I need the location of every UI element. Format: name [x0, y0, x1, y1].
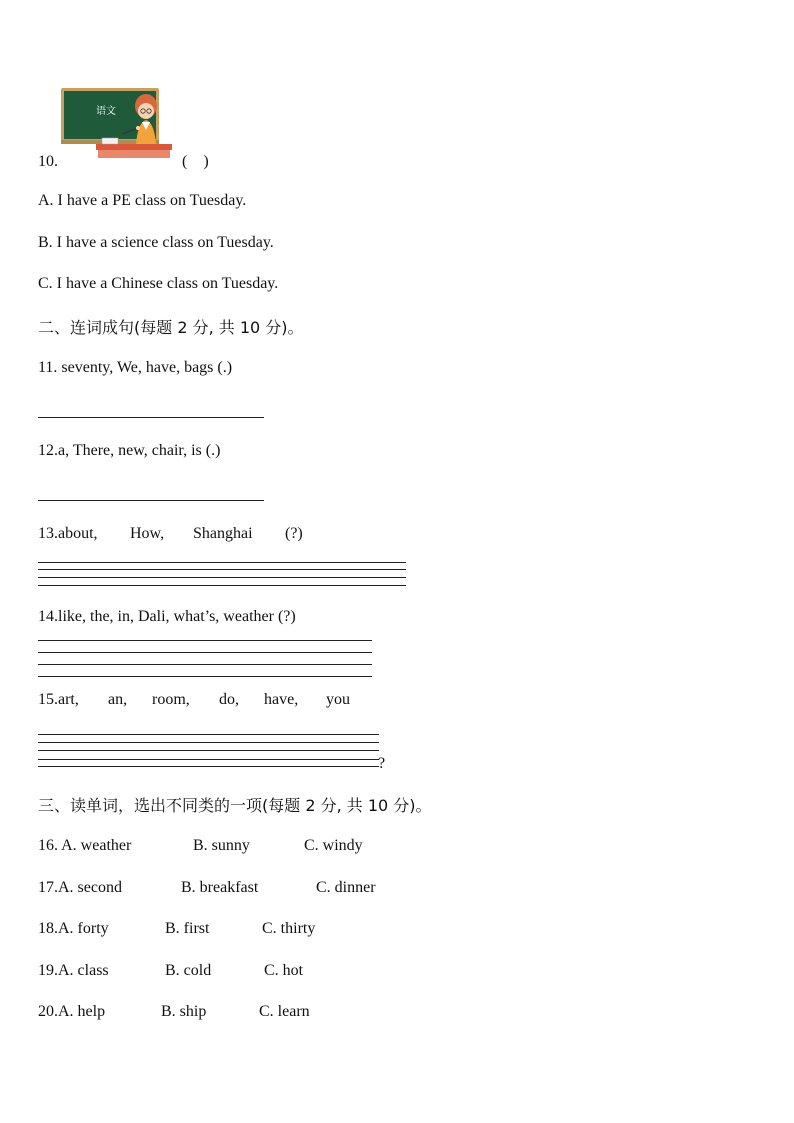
- option-a: A. forty: [58, 920, 109, 937]
- question-20: [38, 1003, 310, 1021]
- option-b: B. ship: [161, 1003, 207, 1020]
- question-15-word: room,: [152, 691, 190, 708]
- answer-line-15: [38, 734, 379, 735]
- question-10-answer-paren: ( ): [182, 153, 209, 170]
- question-13-word: (?): [285, 525, 303, 542]
- question-13-word: How,: [130, 525, 165, 542]
- option-c: C. hot: [264, 962, 304, 979]
- answer-line-14: [38, 652, 372, 653]
- question-number: 19.: [38, 962, 58, 979]
- option-a: A. second: [58, 879, 122, 896]
- option-c: C. thirty: [262, 920, 316, 937]
- teacher-chalkboard-illustration: [58, 86, 176, 162]
- chalkboard-label: 语文: [96, 106, 116, 117]
- question-15-word: art,: [58, 691, 79, 708]
- option-c: C. windy: [304, 837, 363, 854]
- question-15-word: have,: [264, 691, 299, 708]
- option-a: A. class: [58, 962, 109, 979]
- answer-line-15: [38, 766, 379, 767]
- answer-line-14: [38, 676, 372, 677]
- question-14: 14.like, the, in, Dali, what’s, weather (?): [38, 608, 296, 625]
- answer-line-14: [38, 664, 372, 665]
- question-13-word: about,: [58, 525, 98, 542]
- option-a: A. help: [58, 1003, 106, 1020]
- option-a: A. weather: [61, 837, 132, 854]
- question-15-word: you: [326, 691, 350, 708]
- question-13-number: 13.: [38, 525, 58, 542]
- answer-line-15: [38, 750, 379, 751]
- question-10-option-b: B. I have a science class on Tuesday.: [38, 234, 274, 251]
- question-number: 17.: [38, 879, 58, 896]
- question-13-word: Shanghai: [193, 525, 253, 542]
- answer-line-13: [38, 562, 406, 563]
- question-17: [38, 879, 376, 897]
- question-10-option-c: C. I have a Chinese class on Tuesday.: [38, 275, 279, 292]
- question-15-end-mark: ?: [378, 755, 386, 772]
- answer-line-11: [38, 417, 264, 418]
- answer-line-14: [38, 640, 372, 641]
- question-12: 12.a, There, new, chair, is (.): [38, 442, 221, 459]
- section-3-title: 三、读单词，选出不同类的一项(每题 2 分, 共 10 分)。: [38, 796, 432, 815]
- question-11: 11. seventy, We, have, bags (.): [38, 359, 233, 376]
- question-10-number: 10.: [38, 153, 58, 170]
- question-13: [38, 525, 303, 543]
- answer-line-13: [38, 577, 406, 578]
- question-15-word: do,: [219, 691, 239, 708]
- option-b: B. breakfast: [181, 879, 259, 896]
- question-15-number: 15.: [38, 691, 58, 708]
- question-16: [38, 837, 363, 855]
- option-b: B. first: [165, 920, 210, 937]
- answer-line-13: [38, 569, 406, 570]
- option-c: C. dinner: [316, 879, 376, 896]
- option-b: B. cold: [165, 962, 212, 979]
- question-number: 18.: [38, 920, 58, 937]
- option-c: C. learn: [259, 1003, 310, 1020]
- section-2-title: 二、连词成句(每题 2 分, 共 10 分)。: [38, 318, 304, 337]
- question-number: 16.: [38, 837, 58, 854]
- question-19: [38, 962, 304, 980]
- question-18: [38, 920, 316, 938]
- answer-line-15: [38, 759, 379, 760]
- question-number: 20.: [38, 1003, 58, 1020]
- question-15: [38, 691, 350, 709]
- option-b: B. sunny: [193, 837, 250, 854]
- answer-line-15: [38, 742, 379, 743]
- question-10-option-a: A. I have a PE class on Tuesday.: [38, 192, 247, 209]
- question-15-word: an,: [108, 691, 128, 708]
- answer-line-13: [38, 585, 406, 586]
- answer-line-12: [38, 500, 264, 501]
